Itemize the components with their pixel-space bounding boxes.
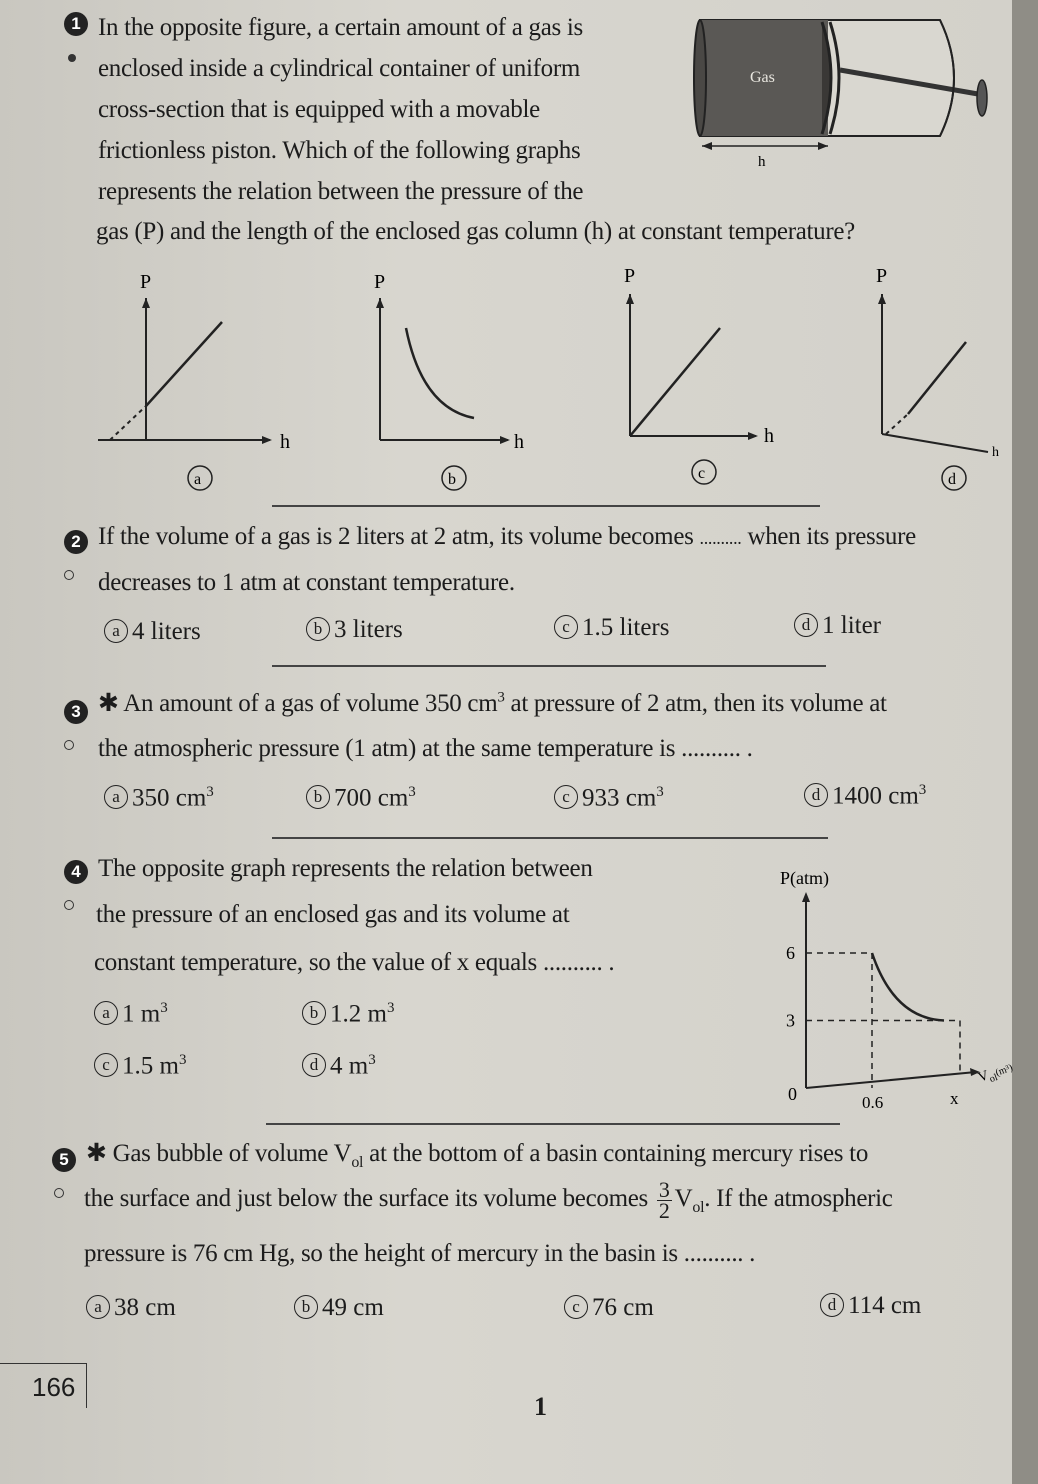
bullet-ring (64, 900, 74, 910)
q1-line-6: gas (P) and the length of the enclosed gas column (h) at constant temperature? (96, 218, 855, 245)
graph-b-xlabel: h (514, 431, 524, 453)
star-icon: ✱ (86, 1140, 107, 1167)
graph-a-ylabel: P (140, 271, 152, 293)
q5-option-b[interactable]: b 49 cm (294, 1294, 384, 1322)
graph-b (350, 258, 550, 498)
q1-line-3: cross-section that is equipped with a movable (98, 96, 540, 123)
q5-line-2: the surface and just below the surface its volume becomes $\frac{3}{2}$ $V_{ol}$. If the atmospheric (84, 1177, 893, 1223)
q2-option-d[interactable]: d 1 liter (794, 612, 881, 640)
separator (266, 1123, 840, 1125)
star-icon: ✱ (98, 690, 119, 717)
footer-mark: 1 (534, 1392, 547, 1421)
q5-option-d[interactable]: d 114 cm (820, 1292, 921, 1320)
cylinder-piston-figure (690, 10, 1000, 180)
page-edge (1012, 0, 1038, 1484)
q1-line-4: frictionless piston. Which of the following graphs (98, 137, 581, 164)
question-4-number: 4 (64, 860, 88, 884)
q2-line-2: decreases to 1 atm at constant temperature. (98, 569, 515, 596)
origin-label: 0 (788, 1084, 797, 1104)
q3-option-b[interactable]: b 700 $cm^3$ (306, 784, 416, 812)
three-halves-fraction: $\frac{3}{2}$ (658, 1177, 670, 1223)
q2-option-b[interactable]: b 3 liters (306, 616, 403, 644)
bullet-dot (68, 54, 76, 62)
chart-ylabel: P(atm) (780, 868, 829, 888)
separator (272, 505, 820, 507)
pressure-volume-chart (770, 860, 1015, 1120)
q5-line-1: ✱ Gas bubble of volume $V_{ol}$ at the bottom of a basin containing mercury rises to (86, 1140, 869, 1171)
q4-option-d[interactable]: d 4 $m^3$ (302, 1052, 376, 1080)
x-axis (806, 1072, 976, 1088)
graph-c (600, 258, 800, 498)
q4-line-1: The opposite graph represents the relation between (98, 855, 593, 882)
isotherm-curve (872, 953, 944, 1021)
y-tick-label-6: 6 (786, 943, 795, 963)
q3-line-1: ✱ An amount of a gas of volume 350 $cm^3$ at pressure of 2 atm, then its volume at (98, 689, 887, 717)
q3-option-a[interactable]: a 350 $cm^3$ (104, 784, 214, 812)
question-5-number: 5 (52, 1148, 76, 1172)
q5-line-3: pressure is 76 cm Hg, so the height of mercury in the basin is .......... . (84, 1240, 756, 1267)
bullet-ring (54, 1188, 64, 1198)
graph-b-letter: b (448, 471, 456, 488)
x-tick-label-0.6: 0.6 (862, 1093, 884, 1112)
q4-line-2: the pressure of an enclosed gas and its volume at (96, 901, 570, 928)
q5-option-a[interactable]: a 38 cm (86, 1294, 176, 1322)
graph-c-ylabel: P (624, 265, 636, 287)
graph-d-ylabel: P (876, 265, 888, 287)
bullet-ring (64, 570, 74, 580)
graph-b-ylabel: P (374, 271, 386, 293)
graph-d-xlabel: h (992, 445, 999, 460)
graph-d-letter: d (948, 471, 956, 488)
page-number: 166 (32, 1372, 76, 1402)
gas-label: Gas (750, 69, 775, 86)
graph-a-xlabel: h (280, 431, 290, 453)
h-length-label: h (758, 154, 766, 170)
separator (272, 837, 828, 839)
q5-option-c[interactable]: c 76 cm (564, 1294, 654, 1322)
bullet-ring (64, 740, 74, 750)
q4-line-3: constant temperature, so the value of x equals .......... . (94, 949, 615, 976)
q2-line-1: If the volume of a gas is 2 liters at 2 atm, its volume becomes .......... when its pressure (98, 523, 916, 550)
x-tick-label-x: x (950, 1089, 959, 1108)
q1-line-5: represents the relation between the pressure of the (98, 178, 584, 205)
question-3-number: 3 (64, 700, 88, 724)
q3-line-2: the atmospheric pressure (1 atm) at the same temperature is .......... . (98, 735, 753, 762)
graph-d (850, 258, 1010, 498)
q3-option-c[interactable]: c 933 $cm^3$ (554, 784, 664, 812)
q2-option-c[interactable]: c 1.5 liters (554, 614, 670, 642)
question-1-number: 1 (64, 12, 88, 36)
graph-a-letter: a (194, 471, 202, 488)
y-tick-label-3: 3 (786, 1010, 795, 1031)
q1-line-1: In the opposite figure, a certain amount of a gas is (98, 14, 583, 41)
q2-option-a[interactable]: a 4 liters (104, 618, 201, 646)
question-2-number: 2 (64, 530, 88, 554)
chart-xlabel: $V_{ol}^{(m^3)}$ (976, 1062, 1015, 1086)
q4-option-c[interactable]: c 1.5 $m^3$ (94, 1052, 186, 1080)
separator (272, 665, 826, 667)
graph-c-xlabel: h (764, 425, 774, 447)
q4-option-a[interactable]: a 1 $m^3$ (94, 1000, 168, 1028)
q3-option-d[interactable]: d 1400 $cm^3$ (804, 782, 926, 810)
q4-option-b[interactable]: b 1.2 $m^3$ (302, 1000, 394, 1028)
graph-a (90, 258, 310, 498)
q1-line-2: enclosed inside a cylindrical container of uniform (98, 55, 581, 82)
graph-c-letter: c (698, 465, 706, 482)
